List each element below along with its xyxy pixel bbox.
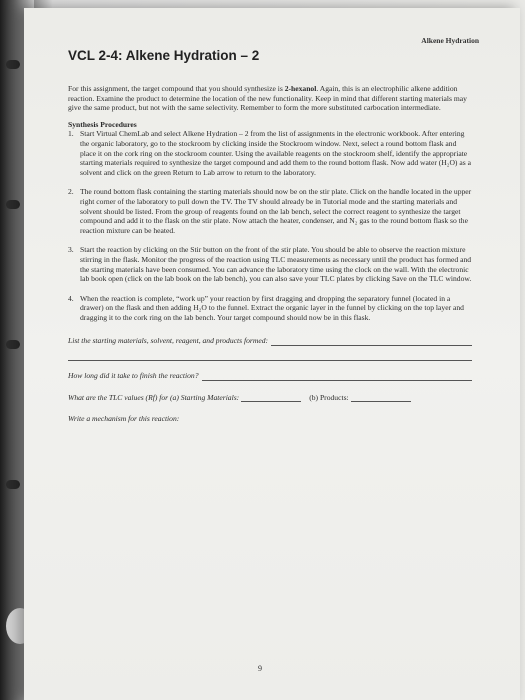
procedure-step bbox=[68, 245, 472, 283]
step-number: 4. bbox=[68, 293, 74, 303]
step-text: Start the reaction by clicking on the Stir button on the front of the stir plate. You should be able to observe the reaction mixture stirring in the flask. Monitor the progress of the reaction using TLC measurements as necessary until the product has formed and the starting materials have been consumed. You can advance the laboratory time using the clock on the wall. With the electronic lab book open (click on the lab book on the lab bench), you can also save your TLC plates by clicking Save on the TLC window. bbox=[80, 245, 472, 284]
binder-hole bbox=[6, 340, 20, 349]
procedure-step bbox=[68, 187, 472, 235]
answer-line[interactable] bbox=[202, 372, 473, 381]
question-label: How long did it take to finish the reaction? bbox=[68, 371, 199, 381]
answer-line[interactable] bbox=[241, 393, 301, 402]
binder-hole bbox=[6, 200, 20, 209]
intro-paragraph bbox=[68, 84, 472, 113]
step-text: The round bottom flask containing the starting materials should now be on the stir plate. Click on the handle located in the upper right corner of the laboratory to pull down the TV. The TV should already be in Tutorial mode and the starting materials and solvent should be listed. From the group of reagents found on the lab bench, select the correct reagent to synthesize the target compound and add it to the flask on the stir plate. Now attach the heater, condenser, and N₂ gas to the round bottom flask so the reaction mixture can be heated. bbox=[80, 187, 472, 235]
question-tlc-values bbox=[68, 393, 472, 403]
step-text: When the reaction is complete, “work up” your reaction by first dragging and dropping the separatory funnel (located in a drawer) on the flask and then adding H₂O to the funnel. Extract the organic layer in the funnel by clicking on the top layer and dragging it to the cork ring on the lab bench. Your target compound should now be in this flask. bbox=[80, 293, 464, 322]
question-label: (b) Products: bbox=[309, 392, 349, 402]
intro-text-cont: . Again, this is an electrophilic alkene addition reaction. Examine the product to determine the location of the new functionality. Keep in mind that different starting materials may give the same product, but not with the same selectivity. Remember to form the more substituted carbocation intermediate. bbox=[68, 84, 467, 113]
step-number: 1. bbox=[68, 129, 74, 139]
binder-hole bbox=[6, 60, 20, 69]
binder-hole bbox=[6, 480, 20, 489]
question-label: Write a mechanism for this reaction: bbox=[68, 414, 180, 424]
question-label: List the starting materials, solvent, reagent, and products formed: bbox=[68, 336, 269, 346]
question-starting-materials bbox=[68, 336, 472, 346]
section-heading: Synthesis Procedures bbox=[68, 119, 137, 129]
page-number: 9 bbox=[258, 664, 262, 673]
step-number: 2. bbox=[68, 187, 74, 197]
answer-line[interactable] bbox=[68, 346, 472, 361]
target-compound: 2-hexanol bbox=[284, 84, 317, 93]
intro-text: For this assignment, the target compound that you should synthesize is bbox=[68, 84, 285, 93]
step-number: 3. bbox=[68, 245, 74, 255]
answer-line[interactable] bbox=[271, 337, 472, 346]
step-text: Start Virtual ChemLab and select Alkene Hydration – 2 from the list of assignments in the electronic workbook. After entering the organic laboratory, go to the stockroom by clicking inside the Stockroom window. Next, select a round bottom flask and place it on the cork ring on the stockroom counter. Using the available reagents on the stockroom shelf, identify the appropriate starting materials required to synthesize the target compound and add them to the round bottom flask. Now add water (H₂O) as a solvent and click on the green Return to Lab arrow to return to the laboratory. bbox=[80, 129, 471, 177]
answer-line[interactable] bbox=[351, 393, 411, 402]
page-title: VCL 2-4: Alkene Hydration – 2 bbox=[68, 48, 260, 63]
document-body bbox=[68, 84, 472, 424]
question-label: What are the TLC values (Rf) for (a) Starting Materials: bbox=[68, 392, 240, 402]
question-mechanism bbox=[68, 414, 472, 424]
question-reaction-time bbox=[68, 371, 472, 381]
running-head: Alkene Hydration bbox=[421, 36, 479, 45]
procedure-step bbox=[68, 129, 472, 177]
procedure-step bbox=[68, 294, 472, 323]
